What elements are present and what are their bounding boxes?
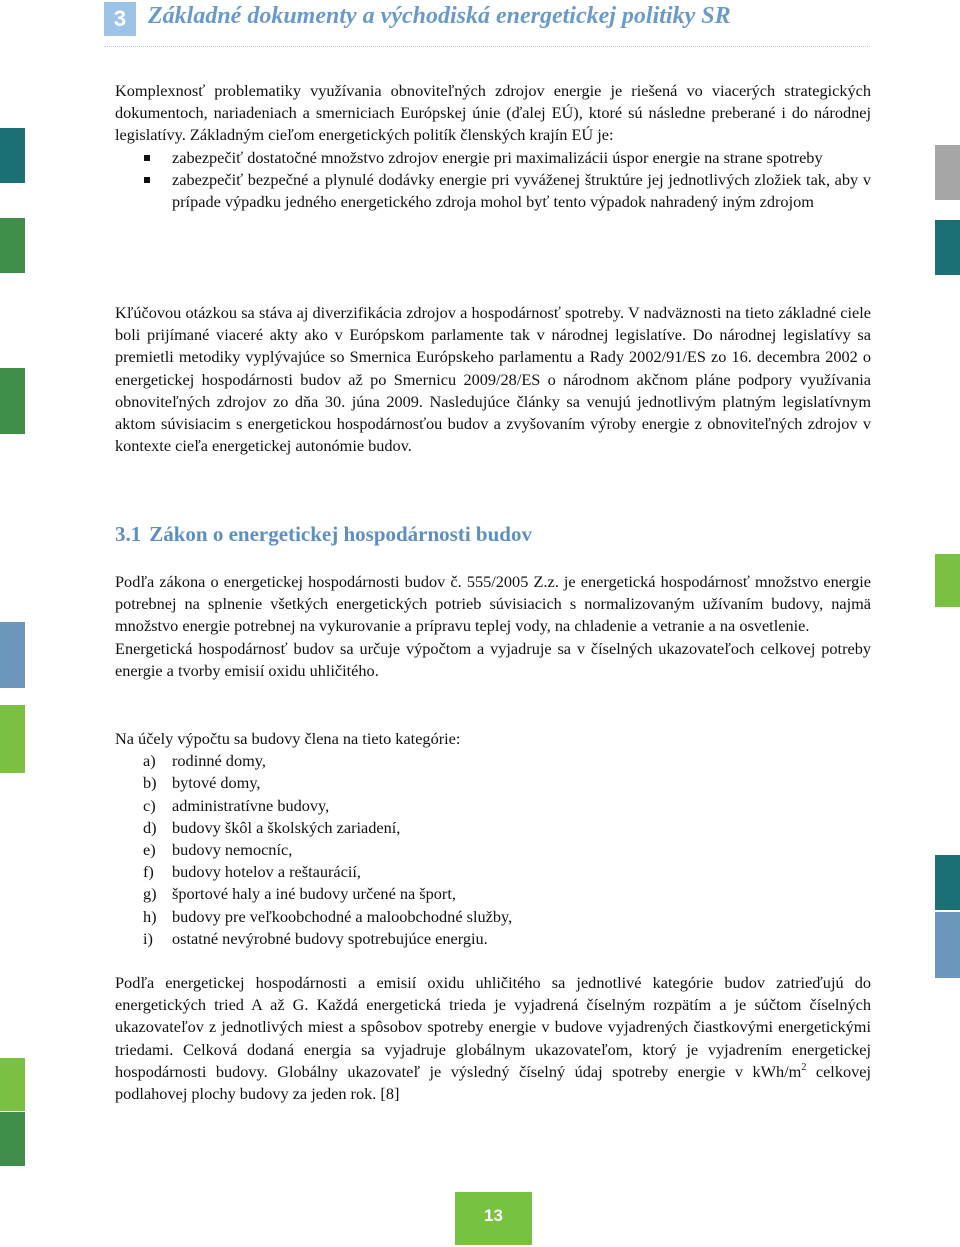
chapter-title: Základné dokumenty a východiská energetickej politiky SR [148,3,731,29]
page-number: 13 [455,1192,532,1245]
paragraph-text: Podľa energetickej hospodárnosti a emisií oxidu uhličitého sa jednotlivé kategórie budov zatrieďujú do energetických tried A až G. Každá energetická trieda je vyjadrená číselným rozpätím a je súčtom číselných ukazovateľov z jednotlivých miest a spôsobov spotreby energie v budove vyjadrených čiastkovými energetickými triedami. Celková dodaná energia sa vyjadruje globálnym ukazovateľom, ktorý je vyjadrením energetickej hospodárnosti budovy. Globálny ukazovateľ je výsledný číselný údaj spotreby energie v kWh/m [115,973,871,1081]
list-text: bytové domy, [172,773,261,793]
left-accent-teal [0,128,25,183]
assessment-paragraph: Energetická hospodárnosť budov sa určuje výpočtom a vyjadruje sa v číselných ukazovateľoch celkovej potreby energie a tvorby emisií oxidu uhličitého. [115,638,871,680]
right-accent-steel [935,912,960,978]
section-number: 3.1 [115,522,142,546]
list-text: budovy pre veľkoobchodné a maloobchodné služby, [172,906,513,926]
list-marker: f) [143,862,154,882]
list-text: budovy škôl a školských zariadení, [172,817,401,837]
list-item [115,883,871,905]
legislation-paragraph: Kľúčovou otázkou sa stáva aj diverzifikácia zdrojov a hospodárnosť spotreby. V nadväznosti na tieto základné ciele boli prijímané viaceré akty ako v Európskom parlamente tak v národnej legislatíve. Do národnej legislatívy sa premietli metodiky vyplývajúce so Smernica Európskeho parlamentu a Rady 2002/91/ES zo 16. decembra 2002 o energetickej hospodárnosti budov až po Smernicu 2009/28/ES o národnom akčnom pláne podpory využívania obnoviteľných zdrojov zo dňa 30. júna 2009. Nasledujúce články sa venujú jednotlivým platným legislatívnym aktom súvisiacim s energetickou hospodárnosťou budov a zvyšovaním výroby energie z obnoviteľných zdrojov v kontexte cieľa energetickej autonómie budov. [115,303,871,456]
list-marker: d) [143,817,157,837]
left-accent-green [0,218,25,273]
list-item [115,906,871,928]
bullet-square-icon [144,177,150,183]
left-accent-green [0,368,25,434]
list-item [115,147,871,169]
header-divider [104,46,870,47]
left-accent-lightgreen [0,705,25,773]
list-item [115,750,871,772]
list-marker: b) [143,773,157,793]
definition-paragraph: Podľa zákona o energetickej hospodárnosti budov č. 555/2005 Z.z. je energetická hospodárnosť množstvo energie potrebnej na splnenie všetkých energetických potrieb súvisiacich s normalizovaným užívaním budovy, najmä množstvo energie potrebnej na vykurovanie a prípravu teplej vody, na chladenie a vetranie a na osvetlenie. [115,572,871,636]
intro-paragraph: Komplexnosť problematiky využívania obnoviteľných zdrojov energie je riešená vo viacerých strategických dokumentoch, nariadeniach a smerniciach Európskej únie (ďalej EÚ), ktoré sú následne preberané i do národnej legislatívy. Základným cieľom energetických politík členských krajín EÚ je: [115,81,871,145]
left-accent-lightgreen [0,1058,25,1111]
paragraph-text: celkovej podlahovej plochy budovy za jeden rok. [8] [115,1061,871,1104]
list-marker: c) [143,795,156,815]
energy-classes-paragraph [115,972,871,1105]
list-text: rodinné domy, [172,751,266,771]
list-text: športové haly a iné budovy určené na šport, [172,884,456,904]
section-title: Zákon o energetickej hospodárnosti budov [149,522,532,546]
list-marker: g) [143,884,157,904]
bullet-square-icon [144,155,150,161]
list-marker: i) [143,928,153,948]
categories-section [115,728,871,950]
list-item [115,817,871,839]
left-accent-green [0,1112,25,1166]
list-marker: e) [143,840,156,860]
list-item [115,772,871,794]
right-accent-grey [935,145,960,200]
section-heading [115,522,532,547]
classes-section [115,972,871,1105]
chapter-header [104,2,870,42]
list-item [115,928,871,950]
chapter-number-badge: 3 [104,2,136,36]
list-marker: h) [143,906,157,926]
categories-intro: Na účely výpočtu sa budovy člena na tieto kategórie: [115,729,461,748]
list-item [115,861,871,883]
superscript: 2 [801,1061,807,1073]
definition-section [115,571,871,682]
list-item [115,169,871,213]
list-text: ostatné nevýrobné budovy spotrebujúce energiu. [172,928,488,948]
legislation-section [115,302,871,457]
bullet-text: zabezpečiť bezpečné a plynulé dodávky energie pri vyváženej štruktúre jej jednotlivých zložiek tak, aby v prípade výpadku jedného energetického zdroja mohol byť tento výpadok nahradený iným zdrojom [172,169,871,212]
list-marker: a) [143,751,156,771]
list-text: budovy hotelov a reštaurácií, [172,862,361,882]
list-item [115,795,871,817]
list-text: budovy nemocníc, [172,840,293,860]
list-item [115,839,871,861]
left-accent-steel [0,622,25,688]
intro-section [115,80,871,213]
list-text: administratívne budovy, [172,795,330,815]
goals-list [115,147,871,214]
right-accent-teal [935,220,960,275]
categories-list [115,750,871,950]
bullet-text: zabezpečiť dostatočné množstvo zdrojov energie pri maximalizácii úspor energie na strane spotreby [172,147,823,167]
right-accent-lightgreen [935,554,960,607]
right-accent-teal [935,855,960,910]
